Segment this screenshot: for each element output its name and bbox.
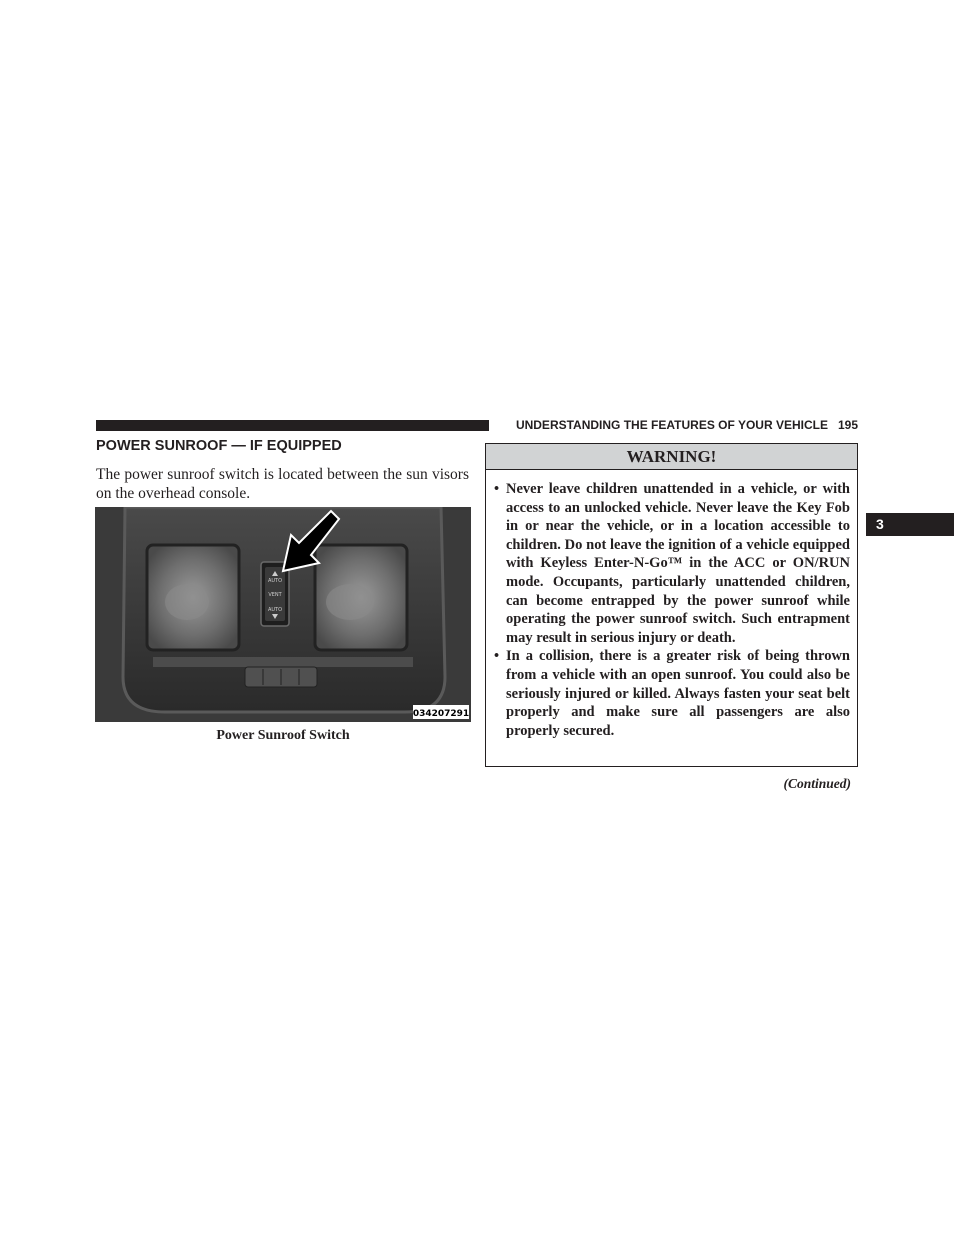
switch-label-auto-bottom: AUTO bbox=[267, 607, 283, 613]
warning-item: • Never leave children unattended in a vehicle, or with access to an unlocked vehicle. Never leave the Key Fob in or near the vehicle, or in a location accessible to children. Do not leave the ignition of a vehicle equipped with Keyless Enter-N-Go™ in the ACC or ON/RUN mode. Occupants, particularly unattended children, can become entrapped by the power sunroof while operating the power sunroof switch. Such entrapment may result in serious injury or death. bbox=[506, 480, 850, 647]
warning-box bbox=[485, 443, 858, 767]
header-section-title: UNDERSTANDING THE FEATURES OF YOUR VEHICLE bbox=[515, 418, 828, 432]
continued-note: (Continued) bbox=[783, 776, 851, 791]
switch-label-auto-top: AUTO bbox=[267, 578, 283, 584]
overhead-console-illustration bbox=[95, 507, 471, 722]
running-header bbox=[497, 417, 858, 433]
chapter-tab: 3 bbox=[866, 513, 954, 536]
sunroof-switch-photo bbox=[95, 507, 471, 722]
warning-heading: WARNING! bbox=[486, 444, 857, 470]
figure-id: 034207291 bbox=[412, 709, 470, 719]
switch-label-vent: VENT bbox=[268, 592, 282, 598]
warning-item: • In a collision, there is a greater risk of being thrown from a vehicle with an open sunroof. You could also be seriously injured or killed. Always fasten your seat belt properly and make sure all passengers are also properly secured. bbox=[506, 647, 850, 740]
header-rule bbox=[96, 420, 489, 431]
figure-caption: Power Sunroof Switch bbox=[216, 728, 350, 743]
section-title: POWER SUNROOF — IF EQUIPPED bbox=[96, 438, 342, 454]
page-number: 195 bbox=[837, 418, 858, 432]
intro-paragraph: The power sunroof switch is located between the sun visors on the overhead console. bbox=[96, 466, 469, 502]
warning-list bbox=[486, 470, 857, 740]
